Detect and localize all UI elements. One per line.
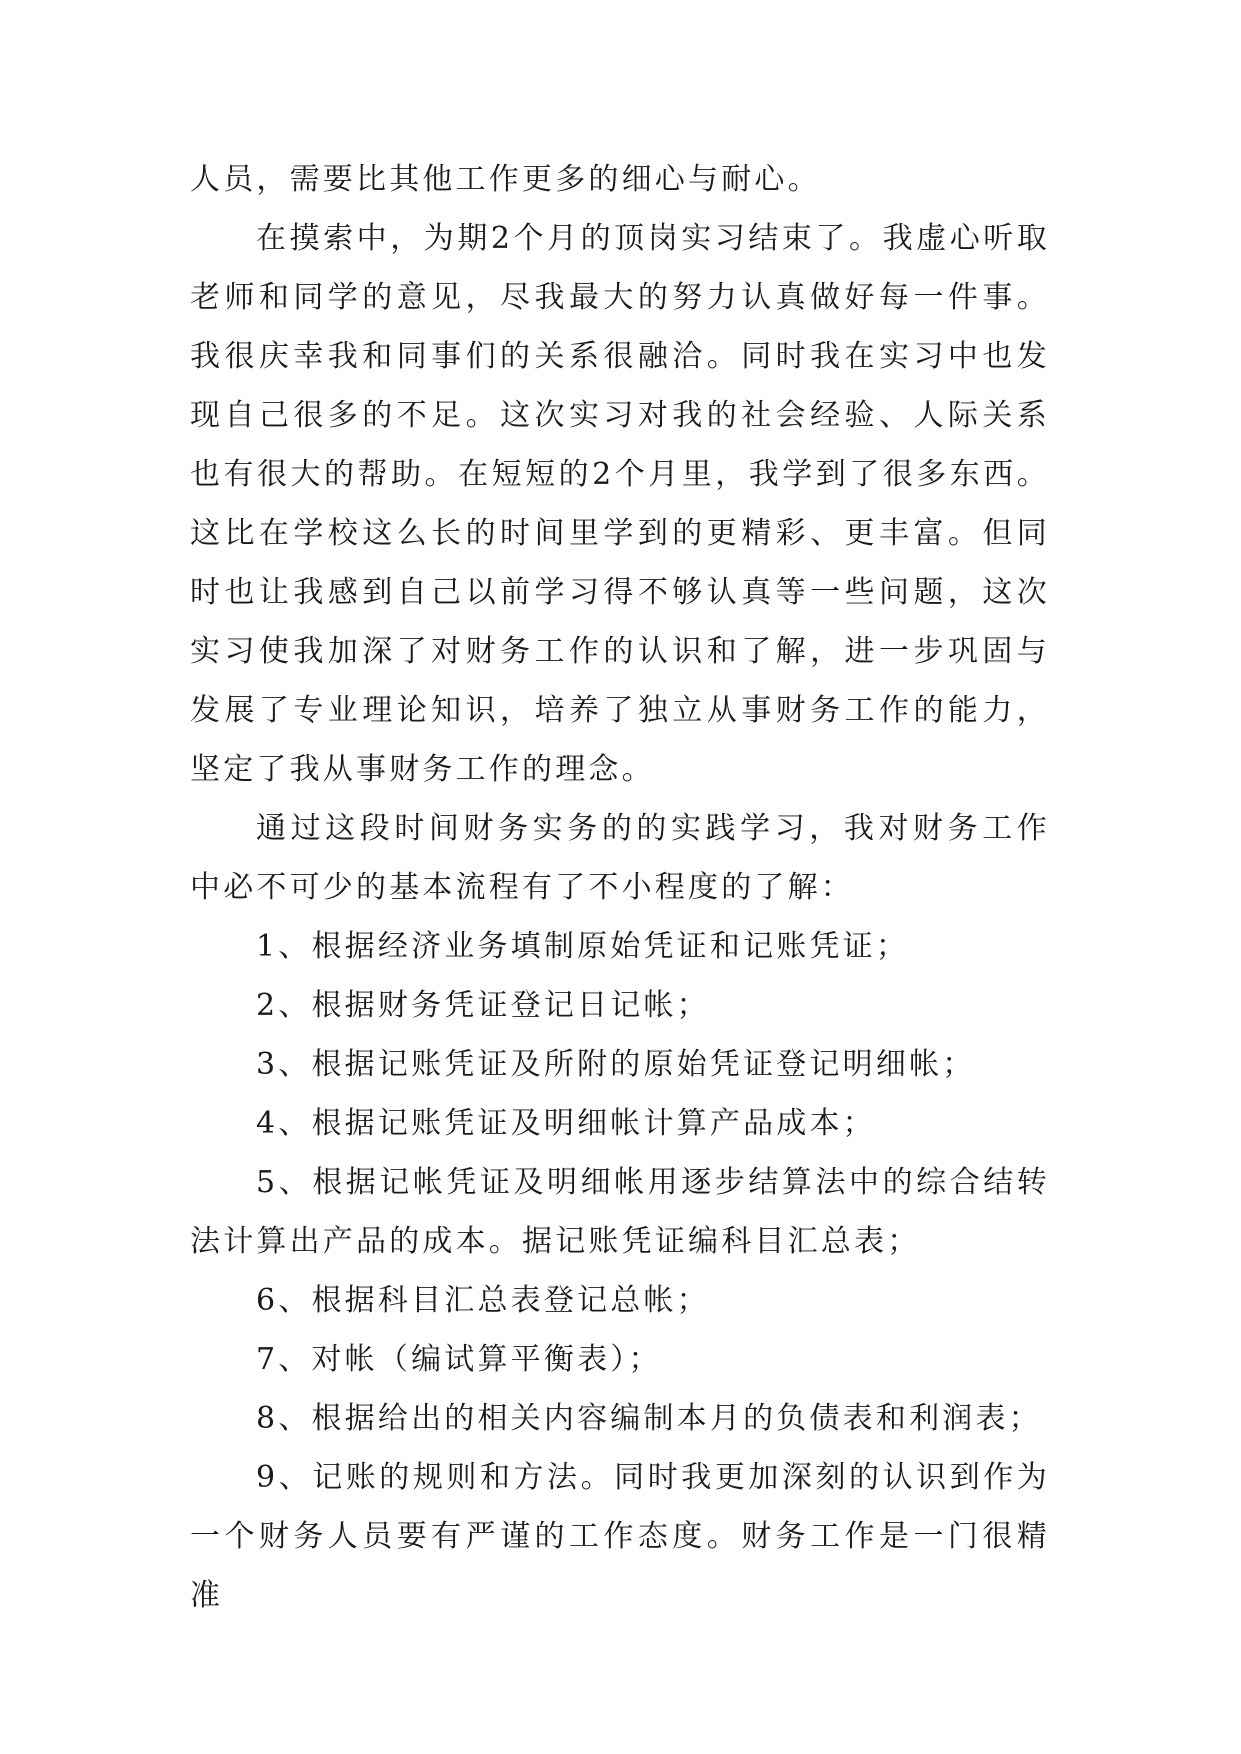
document-body (190, 150, 1050, 1625)
list-item-5: 5、根据记帐凭证及明细帐用逐步结算法中的综合结转法计算出产品的成本。据记账凭证编科目汇总表； (190, 1165, 1050, 1259)
list-item-4: 4、根据记账凭证及明细帐计算产品成本； (256, 1106, 876, 1141)
list-item-6: 6、根据科目汇总表登记总帐； (256, 1283, 710, 1318)
paragraph-continuation: 人员，需要比其他工作更多的细心与耐心。 (190, 162, 821, 197)
list-item-2: 2、根据财务凭证登记日记帐； (256, 988, 710, 1023)
list-item-8: 8、根据给出的相关内容编制本月的负债表和利润表； (256, 1401, 1042, 1436)
paragraph-process-intro: 通过这段时间财务实务的的实践学习，我对财务工作中必不可少的基本流程有了不小程度的了解： (190, 811, 1050, 905)
list-item-3: 3、根据记账凭证及所附的原始凭证登记明细帐； (256, 1047, 976, 1082)
list-item-7: 7、对帐（编试算平衡表）； (256, 1342, 662, 1377)
list-item-9: 9、记账的规则和方法。同时我更加深刻的认识到作为一个财务人员要有严谨的工作态度。财务工作是一门很精准 (190, 1460, 1050, 1613)
paragraph-internship-summary: 在摸索中，为期2个月的顶岗实习结束了。我虚心听取老师和同学的意见，尽我最大的努力认真做好每一件事。我很庆幸我和同事们的关系很融洽。同时我在实习中也发现自己很多的不足。这次实习对我的社会经验、人际关系也有很大的帮助。在短短的2个月里，我学到了很多东西。这比在学校这么长的时间里学到的更精彩、更丰富。但同时也让我感到自己以前学习得不够认真等一些问题，这次实习使我加深了对财务工作的认识和了解，进一步巩固与发展了专业理论知识，培养了独立从事财务工作的能力，坚定了我从事财务工作的理念。 (190, 221, 1050, 787)
list-item-1: 1、根据经济业务填制原始凭证和记账凭证； (256, 929, 910, 964)
